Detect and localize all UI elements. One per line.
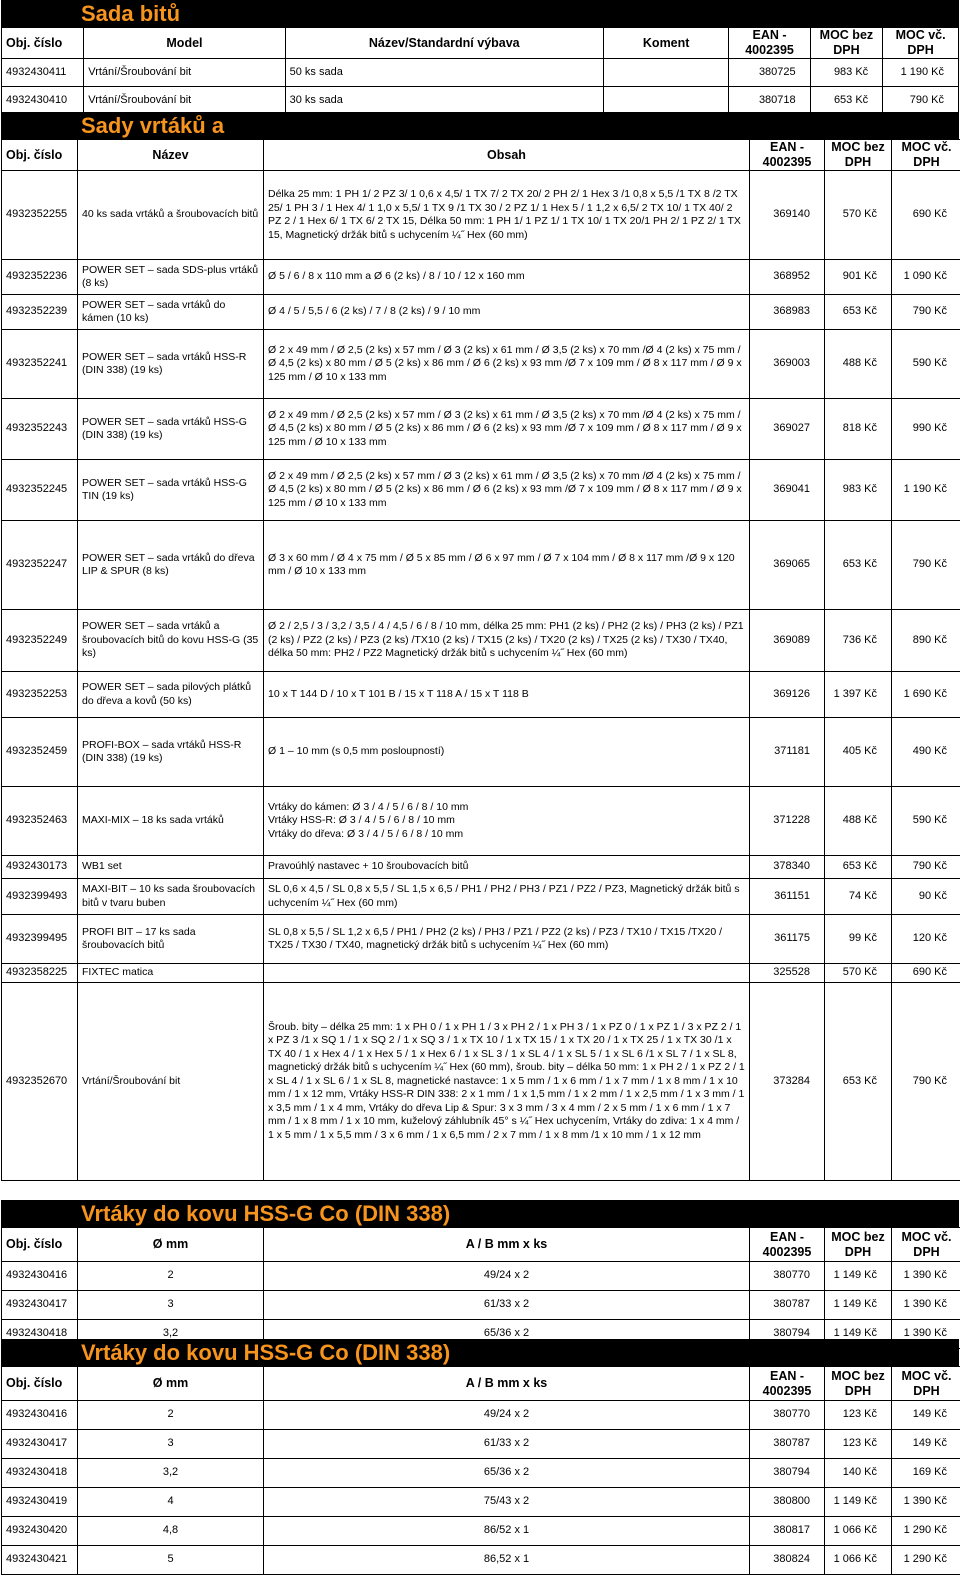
- table-cell: 736 Kč: [825, 610, 892, 672]
- table-cell: 378340: [750, 856, 825, 879]
- table-row: [2, 718, 960, 787]
- table-cell: 74 Kč: [825, 879, 892, 915]
- column-header: A / B mm x ks: [264, 1367, 750, 1401]
- table-cell: Vrtáky do kámen: Ø 3 / 4 / 5 / 6 / 8 / 10 mm Vrtáky HSS-R: Ø 3 / 4 / 5 / 6 / 8 / 10 mm Vrtáky do dřeva: Ø 3 / 4 / 5 / 6 / 8 / 10 mm: [264, 787, 750, 856]
- table-cell: POWER SET – sada vrtáků do kámen (10 ks): [78, 295, 264, 330]
- table-cell: 653 Kč: [825, 856, 892, 879]
- table-row: [2, 1517, 960, 1546]
- column-header: Název/Standardní výbava: [285, 28, 603, 59]
- table-cell: 4: [78, 1488, 264, 1517]
- table-cell: 4932358225: [2, 964, 78, 983]
- column-header: EAN - 4002395: [750, 1367, 825, 1401]
- table-cell: 369126: [750, 672, 825, 718]
- table-cell: POWER SET – sada pilových plátků do dřeva a kovů (50 ks): [78, 672, 264, 718]
- table-cell: 149 Kč: [892, 1401, 960, 1430]
- table-cell: 4,8: [78, 1517, 264, 1546]
- table-cell: 99 Kč: [825, 915, 892, 964]
- table-cell: 4932352249: [2, 610, 78, 672]
- table-cell: 325528: [750, 964, 825, 983]
- table-row: [2, 1291, 960, 1320]
- table-row: [2, 1488, 960, 1517]
- price-table: [1, 27, 959, 115]
- table-cell: [264, 964, 750, 983]
- table-row: [2, 879, 960, 915]
- table-row: [2, 610, 960, 672]
- table-cell: Vrtání/Šroubování bit: [84, 59, 285, 87]
- table-cell: 4932430417: [2, 1291, 78, 1320]
- table-row: [2, 59, 959, 87]
- table-cell: FIXTEC matica: [78, 964, 264, 983]
- table-row: [2, 672, 960, 718]
- table-header-row: [2, 1228, 960, 1262]
- table-cell: 75/43 x 2: [264, 1488, 750, 1517]
- column-header: Ø mm: [78, 1367, 264, 1401]
- table-cell: 4932430416: [2, 1262, 78, 1291]
- table-cell: 818 Kč: [825, 399, 892, 460]
- table-cell: 1 090 Kč: [892, 260, 960, 295]
- table-cell: 570 Kč: [825, 964, 892, 983]
- table-header-row: [2, 140, 960, 171]
- table-cell: 4932399493: [2, 879, 78, 915]
- table-cell: 3,2: [78, 1320, 264, 1349]
- table-cell: 1 149 Kč: [825, 1320, 892, 1349]
- table-cell: 3: [78, 1291, 264, 1320]
- table-row: [2, 171, 960, 260]
- table-cell: 10 x T 144 D / 10 x T 101 B / 15 x T 118 A / 15 x T 118 B: [264, 672, 750, 718]
- table-cell: 361151: [750, 879, 825, 915]
- table-cell: 488 Kč: [825, 787, 892, 856]
- table-cell: 4932430418: [2, 1320, 78, 1349]
- table-cell: 369003: [750, 330, 825, 399]
- table-cell: 653 Kč: [810, 87, 883, 115]
- table-cell: 4932430410: [2, 87, 84, 115]
- table-cell: 371181: [750, 718, 825, 787]
- table-cell: 3: [78, 1430, 264, 1459]
- table-cell: 490 Kč: [892, 718, 960, 787]
- column-header: MOC bez DPH: [825, 1228, 892, 1262]
- table-cell: 2: [78, 1262, 264, 1291]
- column-header: Obj. číslo: [2, 1228, 78, 1262]
- table-header-row: [2, 1367, 960, 1401]
- table-cell: 380770: [750, 1401, 825, 1430]
- table-cell: Ø 5 / 6 / 8 x 110 mm a Ø 6 (2 ks) / 8 / 10 / 12 x 160 mm: [264, 260, 750, 295]
- table-row: [2, 87, 959, 115]
- column-header: MOC bez DPH: [825, 1367, 892, 1401]
- table-cell: 4932352670: [2, 983, 78, 1181]
- table-row: [2, 1401, 960, 1430]
- table-cell: 5: [78, 1546, 264, 1575]
- table-cell: [603, 59, 729, 87]
- table-cell: 890 Kč: [892, 610, 960, 672]
- table-cell: 590 Kč: [892, 787, 960, 856]
- table-cell: 1 390 Kč: [892, 1262, 960, 1291]
- table-cell: MAXI-MIX – 18 ks sada vrtáků: [78, 787, 264, 856]
- table-cell: 570 Kč: [825, 171, 892, 260]
- table-row: [2, 1546, 960, 1575]
- table-cell: WB1 set: [78, 856, 264, 879]
- table-cell: Ø 2 x 49 mm / Ø 2,5 (2 ks) x 57 mm / Ø 3 (2 ks) x 61 mm / Ø 3,5 (2 ks) x 70 mm /Ø 4 (2 ks) x 75 mm / Ø 4,5 (2 ks) x 80 mm / Ø 5 (2 ks) x 86 mm / Ø 6 (2 ks) x 93 mm /Ø 7 x 109 mm / Ø 8 x 117 mm / Ø 9 x 125 mm / Ø 10 x 133 mm: [264, 330, 750, 399]
- table-cell: 4932430173: [2, 856, 78, 879]
- table-row: [2, 460, 960, 521]
- table-cell: 4932352236: [2, 260, 78, 295]
- table-cell: 369027: [750, 399, 825, 460]
- table-cell: 1 190 Kč: [892, 460, 960, 521]
- price-table: [1, 139, 960, 1181]
- table-cell: 590 Kč: [892, 330, 960, 399]
- table-cell: POWER SET – sada vrtáků HSS-G (DIN 338) (19 ks): [78, 399, 264, 460]
- table-cell: 4932430420: [2, 1517, 78, 1546]
- table-row: [2, 330, 960, 399]
- column-header: MOC vč. DPH: [892, 1367, 960, 1401]
- section-title: Vrtáky do kovu HSS-G Co (DIN 338): [81, 1339, 450, 1367]
- table-cell: 380725: [729, 59, 810, 87]
- column-header: Model: [84, 28, 285, 59]
- table-row: [2, 1262, 960, 1291]
- table-row: [2, 856, 960, 879]
- table-cell: 690 Kč: [892, 171, 960, 260]
- table-cell: 4932430411: [2, 59, 84, 87]
- price-table: [1, 1227, 960, 1349]
- table-cell: 368983: [750, 295, 825, 330]
- table-row: [2, 260, 960, 295]
- price-table: [1, 1366, 960, 1575]
- table-cell: POWER SET – sada vrtáků HSS-R (DIN 338) (19 ks): [78, 330, 264, 399]
- table-cell: 4932430419: [2, 1488, 78, 1517]
- table-cell: 380770: [750, 1262, 825, 1291]
- table-header-row: [2, 28, 959, 59]
- table-cell: Vrtání/Šroubování bit: [84, 87, 285, 115]
- table-cell: PROFI BIT – 17 ks sada šroubovacích bitů: [78, 915, 264, 964]
- table-cell: POWER SET – sada vrtáků a šroubovacích bitů do kovu HSS-G (35 ks): [78, 610, 264, 672]
- column-header: MOC vč. DPH: [892, 1228, 960, 1262]
- column-header: Obj. číslo: [2, 140, 78, 171]
- table-cell: 369140: [750, 171, 825, 260]
- section-title: Vrtáky do kovu HSS-G Co (DIN 338): [81, 1200, 450, 1228]
- table-cell: 1 149 Kč: [825, 1262, 892, 1291]
- table-cell: 4932430418: [2, 1459, 78, 1488]
- table-cell: 983 Kč: [825, 460, 892, 521]
- table-cell: PROFI-BOX – sada vrtáků HSS-R (DIN 338) (19 ks): [78, 718, 264, 787]
- table-cell: 653 Kč: [825, 521, 892, 610]
- table-cell: 4932399495: [2, 915, 78, 964]
- table-cell: 1 066 Kč: [825, 1546, 892, 1575]
- table-cell: 61/33 x 2: [264, 1430, 750, 1459]
- table-cell: 790 Kč: [892, 856, 960, 879]
- table-row: [2, 787, 960, 856]
- table-cell: 169 Kč: [892, 1459, 960, 1488]
- table-cell: 1 066 Kč: [825, 1517, 892, 1546]
- table-cell: Ø 4 / 5 / 5,5 / 6 (2 ks) / 7 / 8 (2 ks) / 9 / 10 mm: [264, 295, 750, 330]
- table-cell: 1 190 Kč: [883, 59, 959, 87]
- table-cell: 2: [78, 1401, 264, 1430]
- table-cell: 901 Kč: [825, 260, 892, 295]
- column-header: MOC vč. DPH: [883, 28, 959, 59]
- table-cell: Ø 2 x 49 mm / Ø 2,5 (2 ks) x 57 mm / Ø 3 (2 ks) x 61 mm / Ø 3,5 (2 ks) x 70 mm /Ø 4 (2 ks) x 75 mm / Ø 4,5 (2 ks) x 80 mm / Ø 5 (2 ks) x 86 mm / Ø 6 (2 ks) x 93 mm /Ø 7 x 109 mm / Ø 8 x 117 mm / Ø 9 x 125 mm / Ø 10 x 133 mm: [264, 460, 750, 521]
- table-cell: Ø 3 x 60 mm / Ø 4 x 75 mm / Ø 5 x 85 mm / Ø 6 x 97 mm / Ø 7 x 104 mm / Ø 8 x 117 mm /Ø 9 x 120 mm / Ø 10 x 133 mm: [264, 521, 750, 610]
- table-cell: 4932352239: [2, 295, 78, 330]
- column-header: Koment: [603, 28, 729, 59]
- column-header: Ø mm: [78, 1228, 264, 1262]
- table-cell: Ø 1 – 10 mm (s 0,5 mm posloupností): [264, 718, 750, 787]
- table-row: [2, 1430, 960, 1459]
- table-cell: 4932352255: [2, 171, 78, 260]
- column-header: Obj. číslo: [2, 1367, 78, 1401]
- table-cell: 369041: [750, 460, 825, 521]
- table-cell: 1 690 Kč: [892, 672, 960, 718]
- table-cell: 790 Kč: [883, 87, 959, 115]
- table-cell: 380794: [750, 1320, 825, 1349]
- table-cell: 61/33 x 2: [264, 1291, 750, 1320]
- table-cell: 380718: [729, 87, 810, 115]
- table-row: [2, 1459, 960, 1488]
- table-cell: 488 Kč: [825, 330, 892, 399]
- column-header: Název: [78, 140, 264, 171]
- table-row: [2, 983, 960, 1181]
- table-cell: 86/52 x 1: [264, 1517, 750, 1546]
- table-cell: 86,52 x 1: [264, 1546, 750, 1575]
- table-cell: 1 290 Kč: [892, 1517, 960, 1546]
- table-row: [2, 295, 960, 330]
- table-cell: 373284: [750, 983, 825, 1181]
- table-cell: 1 390 Kč: [892, 1488, 960, 1517]
- section-title: Sada bitů: [81, 0, 180, 28]
- column-header: MOC bez DPH: [810, 28, 883, 59]
- table-cell: POWER SET – sada vrtáků do dřeva LIP & SPUR (8 ks): [78, 521, 264, 610]
- table-cell: 4932430417: [2, 1430, 78, 1459]
- table-cell: 4932352245: [2, 460, 78, 521]
- table-cell: 368952: [750, 260, 825, 295]
- table-cell: 983 Kč: [810, 59, 883, 87]
- table-cell: 149 Kč: [892, 1430, 960, 1459]
- column-header: EAN - 4002395: [750, 1228, 825, 1262]
- section-banner: [1, 112, 959, 140]
- table-cell: 4932430421: [2, 1546, 78, 1575]
- column-header: MOC bez DPH: [825, 140, 892, 171]
- section-banner: [1, 0, 959, 28]
- table-cell: 990 Kč: [892, 399, 960, 460]
- table-cell: 653 Kč: [825, 295, 892, 330]
- table-cell: 3,2: [78, 1459, 264, 1488]
- table-cell: 380787: [750, 1291, 825, 1320]
- table-cell: 49/24 x 2: [264, 1401, 750, 1430]
- table-cell: 4932352243: [2, 399, 78, 460]
- table-cell: [603, 87, 729, 115]
- table-cell: 120 Kč: [892, 915, 960, 964]
- table-cell: 369065: [750, 521, 825, 610]
- table-cell: 1 397 Kč: [825, 672, 892, 718]
- table-cell: 1 390 Kč: [892, 1320, 960, 1349]
- table-row: [2, 964, 960, 983]
- table-cell: 40 ks sada vrtáků a šroubovacích bitů: [78, 171, 264, 260]
- table-cell: 405 Kč: [825, 718, 892, 787]
- column-header: EAN - 4002395: [750, 140, 825, 171]
- section-banner: [1, 1200, 959, 1228]
- table-cell: 50 ks sada: [285, 59, 603, 87]
- table-row: [2, 521, 960, 610]
- table-cell: 90 Kč: [892, 879, 960, 915]
- table-cell: 65/36 x 2: [264, 1459, 750, 1488]
- table-cell: 380800: [750, 1488, 825, 1517]
- table-cell: 380824: [750, 1546, 825, 1575]
- column-header: EAN - 4002395: [729, 28, 810, 59]
- section-title: Sady vrtáků a: [81, 112, 224, 140]
- table-cell: Šroub. bity – délka 25 mm: 1 x PH 0 / 1 x PH 1 / 3 x PH 2 / 1 x PH 3 / 1 x PZ 0 / 1 x PZ 1 / 3 x PZ 2 / 1 x PZ 3 /1 x SQ 1 / 1 x SQ 2 / 1 x SQ 3 / 1 x TX 10 / 1 x TX 15 / 1 x TX 20 / 1 x TX 25 / 1 x TX 30 /1 x TX 40 / 1 x Hex 4 / 1 x Hex 5 / 1 x Hex 6 / 1 x SL 3 / 1 x SL 4 / 1 x SL 5 / 1 x SL 6 /1 x SL 7 / 1 x SL 8, magnetický držák bitů s uchycením ¼˝ Hex (60 mm), šroub. bity – délka 50 mm: 1 x PH 2 / 1 x PZ 2 / 1 x SL 4 / 1 x SL 6 / 1 x SL 8, magnetické nastavce: 1 x 5 mm / 1 x 6 mm / 1 x 7 mm / 1 x 8 mm / 1 x 10 mm / 1 x 12 mm, Vrtáky HSS-R DIN 338: 2 x 1 mm / 1 x 1,5 mm / 1 x 2 mm / 1 x 2,5 mm / 1 x 3 mm / 1 x 3,5 mm / 1 x 4 mm, Vrtáky do dřeva Lip & Spur: 3 x 3 mm / 3 x 4 mm / 2 x 5 mm / 1 x 6 mm / 1 x 7 mm / 1 x 8 mm / 1 x 10 mm, kuželový záhlubník 45° s ¼˝ Hex uchycením, Vrtáky do zdiva: 1 x 4 mm / 1 x 5 mm / 1 x 5,5 mm / 3 x 6 mm / 1 x 6,5 mm / 2 x 7 mm / 1 x 8 mm /1 x 10 mm / 1 x 12 mm: [264, 983, 750, 1181]
- table-cell: 380817: [750, 1517, 825, 1546]
- table-cell: Ø 2 x 49 mm / Ø 2,5 (2 ks) x 57 mm / Ø 3 (2 ks) x 61 mm / Ø 3,5 (2 ks) x 70 mm /Ø 4 (2 ks) x 75 mm / Ø 4,5 (2 ks) x 80 mm / Ø 5 (2 ks) x 86 mm / Ø 6 (2 ks) x 93 mm /Ø 7 x 109 mm / Ø 8 x 117 mm / Ø 9 x 125 mm / Ø 10 x 133 mm: [264, 399, 750, 460]
- table-cell: 4932430416: [2, 1401, 78, 1430]
- table-cell: 123 Kč: [825, 1401, 892, 1430]
- table-cell: 4932352241: [2, 330, 78, 399]
- column-header: MOC vč. DPH: [892, 140, 960, 171]
- table-cell: SL 0,8 x 5,5 / SL 1,2 x 6,5 / PH1 / PH2 (2 ks) / PH3 / PZ1 / PZ2 (2 ks) / PZ3 / TX10 / TX15 /TX20 / TX25 / TX30 / TX40, magnetický držák bitů s uchycením ¼˝ Hex (60 mm): [264, 915, 750, 964]
- column-header: Obj. číslo: [2, 28, 84, 59]
- column-header: A / B mm x ks: [264, 1228, 750, 1262]
- table-cell: 369089: [750, 610, 825, 672]
- table-cell: 1 290 Kč: [892, 1546, 960, 1575]
- table-cell: 4932352463: [2, 787, 78, 856]
- table-cell: 4932352459: [2, 718, 78, 787]
- table-cell: 1 390 Kč: [892, 1291, 960, 1320]
- table-cell: 790 Kč: [892, 295, 960, 330]
- table-cell: Pravoúhlý nastavec + 10 šroubovacích bitů: [264, 856, 750, 879]
- table-cell: 380794: [750, 1459, 825, 1488]
- table-cell: 361175: [750, 915, 825, 964]
- table-cell: Délka 25 mm: 1 PH 1/ 2 PZ 3/ 1 0,6 x 4,5/ 1 TX 7/ 2 TX 20/ 2 PH 2/ 1 Hex 3 /1 0,8 x 5,5 /1 TX 8 /2 TX 25/ 1 PH 3 / 1 Hex 4/ 1 1,0 x 5,5/ 1 TX 9 /1 TX 30 / 2 PZ 1/ 1 Hex 5 / 1 1,2 x 6,5/ 2 TX 10/ 1 TX 40/ 2 PZ 2 / 1 Hex 6/ 1 TX 6/ 2 TX 15, Délka 50 mm: 1 PH 1/ 1 PZ 1/ 1 TX 10/ 1 TX 20/1 PH 2/ 1 PZ 2/ 1 TX 15, Magnetický držák bitů s uchycením ¼˝ Hex (60 mm): [264, 171, 750, 260]
- table-cell: 790 Kč: [892, 521, 960, 610]
- table-cell: 4932352247: [2, 521, 78, 610]
- table-cell: 123 Kč: [825, 1430, 892, 1459]
- table-cell: Ø 2 / 2,5 / 3 / 3,2 / 3,5 / 4 / 4,5 / 6 / 8 / 10 mm, délka 25 mm: PH1 (2 ks) / PH2 (2 ks) / PH3 (2 ks) / PZ1 (2 ks) / PZ2 (2 ks) / PZ3 (2 ks) /TX10 (2 ks) / TX15 (2 ks) / TX20 (2 ks) / TX25 (2 ks) / TX30 / TX40, délka 50 mm: PH2 / PZ2 Magnetický držák bitů s uchycením ¼˝ Hex (60 mm): [264, 610, 750, 672]
- table-cell: 49/24 x 2: [264, 1262, 750, 1291]
- table-cell: 653 Kč: [825, 983, 892, 1181]
- table-cell: 690 Kč: [892, 964, 960, 983]
- section-banner: [1, 1339, 959, 1367]
- table-cell: POWER SET – sada SDS-plus vrtáků (8 ks): [78, 260, 264, 295]
- table-cell: 4932352253: [2, 672, 78, 718]
- table-cell: 1 149 Kč: [825, 1488, 892, 1517]
- table-cell: 30 ks sada: [285, 87, 603, 115]
- table-cell: 380787: [750, 1430, 825, 1459]
- table-cell: 371228: [750, 787, 825, 856]
- table-cell: 790 Kč: [892, 983, 960, 1181]
- table-cell: MAXI-BIT – 10 ks sada šroubovacích bitů v tvaru buben: [78, 879, 264, 915]
- table-cell: Vrtání/Šroubování bit: [78, 983, 264, 1181]
- table-row: [2, 399, 960, 460]
- table-cell: 140 Kč: [825, 1459, 892, 1488]
- column-header: Obsah: [264, 140, 750, 171]
- table-cell: 1 149 Kč: [825, 1291, 892, 1320]
- table-row: [2, 915, 960, 964]
- table-cell: SL 0,6 x 4,5 / SL 0,8 x 5,5 / SL 1,5 x 6,5 / PH1 / PH2 / PH3 / PZ1 / PZ2 / PZ3, Magnetický držák bitů s uchycením ¼˝ Hex (60 mm): [264, 879, 750, 915]
- table-cell: 65/36 x 2: [264, 1320, 750, 1349]
- table-cell: POWER SET – sada vrtáků HSS-G TIN (19 ks): [78, 460, 264, 521]
